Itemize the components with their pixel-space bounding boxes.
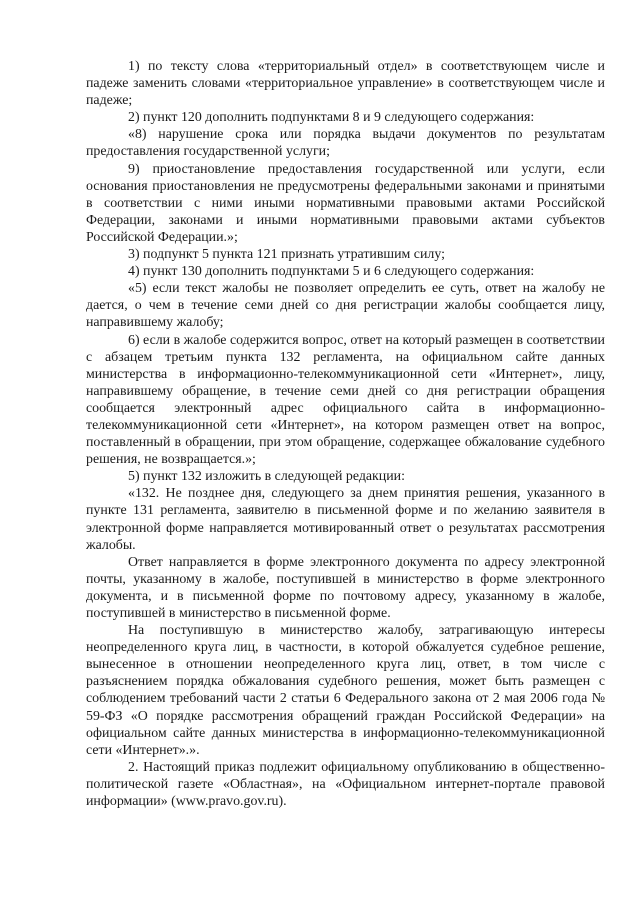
paragraph-item-2-point-120: 2) пункт 120 дополнить подпунктами 8 и 9 следующего содержания:	[128, 110, 535, 126]
document-body	[86, 58, 605, 810]
paragraph-public-interest-complaint: На поступившую в министерство жалобу, затрагивающую интересы неопределенного круга лиц, в частности, в которой обжалуется судебное решение, вынесенное в отношении неопределенного круга лиц, ответ, в том числе с разъяснением порядка обжалования судебного решения, может быть размещен с соблюдением требований части 2 статьи 6 Федерального закона от 2 мая 2006 года № 59-ФЗ «О порядке рассмотрения обращений граждан Российской Федерации» на официальном сайте данных министерства в информационно-телекоммуникационной сети «Интернет».».	[86, 623, 605, 758]
paragraph-item-5-point-132: 5) пункт 132 изложить в следующей редакции:	[128, 469, 405, 485]
paragraph-item-3-point-121: 3) подпункт 5 пункта 121 признать утратившим силу;	[128, 247, 445, 263]
paragraph-publication-order: 2. Настоящий приказ подлежит официальному опубликованию в общественно-политической газете «Областная», на «Официальном интернет-портале правовой информации» (www.pravo.gov.ru).	[86, 759, 605, 810]
paragraph-response-delivery: Ответ направляется в форме электронного документа по адресу электронной почты, указанному в жалобе, поступившей в министерство в форме электронного документа, и в письменной форме по почтовому адресу, указанному в жалобе, поступившей в министерство в письменной форме.	[86, 554, 605, 621]
paragraph-subpoint-9: 9) приостановление предоставления государственной или услуги, если основания приостановления не предусмотрены федеральными законами и принятыми в соответствии с ними иными нормативными правовыми актами Российской Федерации, законами и иными нормативными правовыми актами субъектов Российской Федерации.»;	[86, 161, 605, 245]
paragraph-point-132-text: «132. Не позднее дня, следующего за днем принятия решения, указанного в пункте 131 регламента, заявителю в письменной форме и по желанию заявителя в электронной форме направляется мотивированный ответ о результатах рассмотрения жалобы.	[86, 486, 605, 553]
paragraph-subpoint-8: «8) нарушение срока или порядка выдачи документов по результатам предоставления государственной услуги;	[86, 127, 605, 160]
paragraph-subpoint-6: 6) если в жалобе содержится вопрос, ответ на который размещен в соответствии с абзацем третьим пункта 132 регламента, на официальном сайте данных министерства в информационно-телекоммуникационной сети «Интернет», лицу, направившему обращение, в течение семи дней со дня регистрации обращения сообщается электронный адрес официального сайта в информационно-телекоммуникационной сети «Интернет», на котором размещен ответ на вопрос, поставленный в обращении, при этом обращение, содержащее обжалование судебного решения, не возвращается.»;	[86, 332, 605, 468]
paragraph-subpoint-5: «5) если текст жалобы не позволяет определить ее суть, ответ на жалобу не дается, о чем в течение семи дней со дня регистрации жалобы сообщается лицу, направившему жалобу;	[86, 281, 605, 331]
paragraph-item-4-point-130: 4) пункт 130 дополнить подпунктами 5 и 6 следующего содержания:	[128, 264, 535, 280]
paragraph-item-1-territorial-department: 1) по тексту слова «территориальный отдел» в соответствующем числе и падеже заменить словами «территориальное управление» в соответствующем числе и падеже;	[86, 59, 605, 109]
